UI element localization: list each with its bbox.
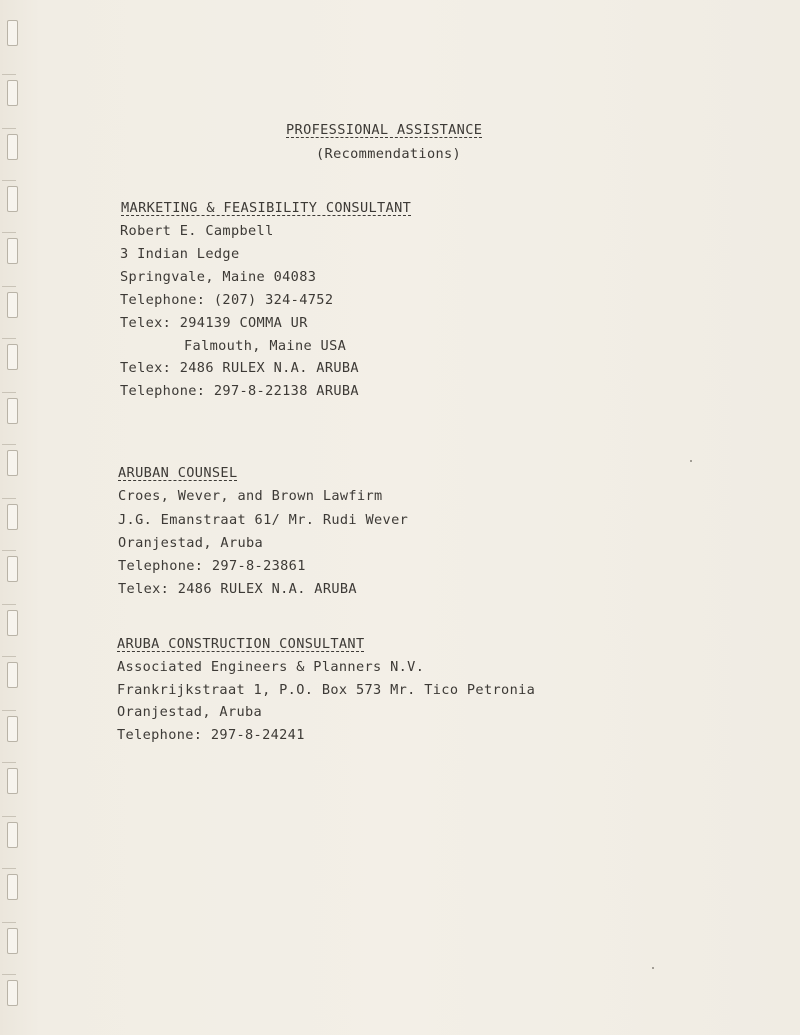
page-title: PROFESSIONAL ASSISTANCE — [286, 122, 483, 138]
binder-tick — [2, 444, 16, 445]
binder-tick — [2, 180, 16, 181]
binder-hole — [7, 556, 18, 582]
binder-tick — [2, 550, 16, 551]
binder-tick — [2, 232, 16, 233]
telephone-line: Telephone: (207) 324-4752 — [120, 292, 334, 308]
city-line: Springvale, Maine 04083 — [120, 269, 317, 285]
binder-tick — [2, 604, 16, 605]
telex-line: Telex: 294139 COMMA UR — [120, 315, 308, 331]
address-line: Frankrijkstraat 1, P.O. Box 573 Mr. Tico Petronia — [117, 682, 536, 698]
section-heading-construction: ARUBA CONSTRUCTION CONSULTANT — [117, 636, 365, 652]
binder-hole — [7, 662, 18, 688]
telex-line: Telex: 2486 RULEX N.A. ARUBA — [118, 581, 357, 597]
telephone-line: Telephone: 297-8-24241 — [117, 727, 305, 743]
company-name: Associated Engineers & Planners N.V. — [117, 659, 425, 675]
binder-hole — [7, 238, 18, 264]
binder-hole — [7, 134, 18, 160]
binder-hole — [7, 928, 18, 954]
paper-speck — [652, 967, 654, 969]
binder-tick — [2, 128, 16, 129]
address-line: J.G. Emanstraat 61/ Mr. Rudi Wever — [118, 512, 409, 528]
telex-line: Telex: 2486 RULEX N.A. ARUBA — [120, 360, 359, 376]
binder-hole — [7, 186, 18, 212]
binder-holes — [0, 0, 28, 1035]
binder-hole — [7, 768, 18, 794]
binder-tick — [2, 816, 16, 817]
binder-hole — [7, 716, 18, 742]
section-heading-marketing: MARKETING & FEASIBILITY CONSULTANT — [121, 200, 412, 216]
binder-hole — [7, 610, 18, 636]
telephone-line: Telephone: 297-8-22138 ARUBA — [120, 383, 359, 399]
binder-tick — [2, 868, 16, 869]
location-line: Falmouth, Maine USA — [184, 338, 347, 354]
section-heading-counsel: ARUBAN COUNSEL — [118, 465, 238, 481]
city-line: Oranjestad, Aruba — [118, 535, 264, 551]
binder-hole — [7, 344, 18, 370]
binder-hole — [7, 980, 18, 1006]
telephone-line: Telephone: 297-8-23861 — [118, 558, 306, 574]
firm-name: Croes, Wever, and Brown Lawfirm — [118, 488, 383, 504]
paper-speck — [690, 460, 692, 462]
binder-hole — [7, 398, 18, 424]
binder-hole — [7, 450, 18, 476]
binder-tick — [2, 338, 16, 339]
consultant-name: Robert E. Campbell — [120, 223, 274, 239]
page-subtitle: (Recommendations) — [316, 146, 462, 162]
binder-hole — [7, 80, 18, 106]
city-line: Oranjestad, Aruba — [117, 704, 263, 720]
binder-hole — [7, 20, 18, 46]
binder-hole — [7, 504, 18, 530]
binder-tick — [2, 762, 16, 763]
binder-hole — [7, 292, 18, 318]
binder-tick — [2, 74, 16, 75]
binder-tick — [2, 392, 16, 393]
address-line: 3 Indian Ledge — [120, 246, 240, 262]
binder-tick — [2, 656, 16, 657]
binder-tick — [2, 710, 16, 711]
binder-tick — [2, 498, 16, 499]
binder-tick — [2, 922, 16, 923]
binder-hole — [7, 822, 18, 848]
binder-hole — [7, 874, 18, 900]
binder-tick — [2, 286, 16, 287]
binder-tick — [2, 974, 16, 975]
